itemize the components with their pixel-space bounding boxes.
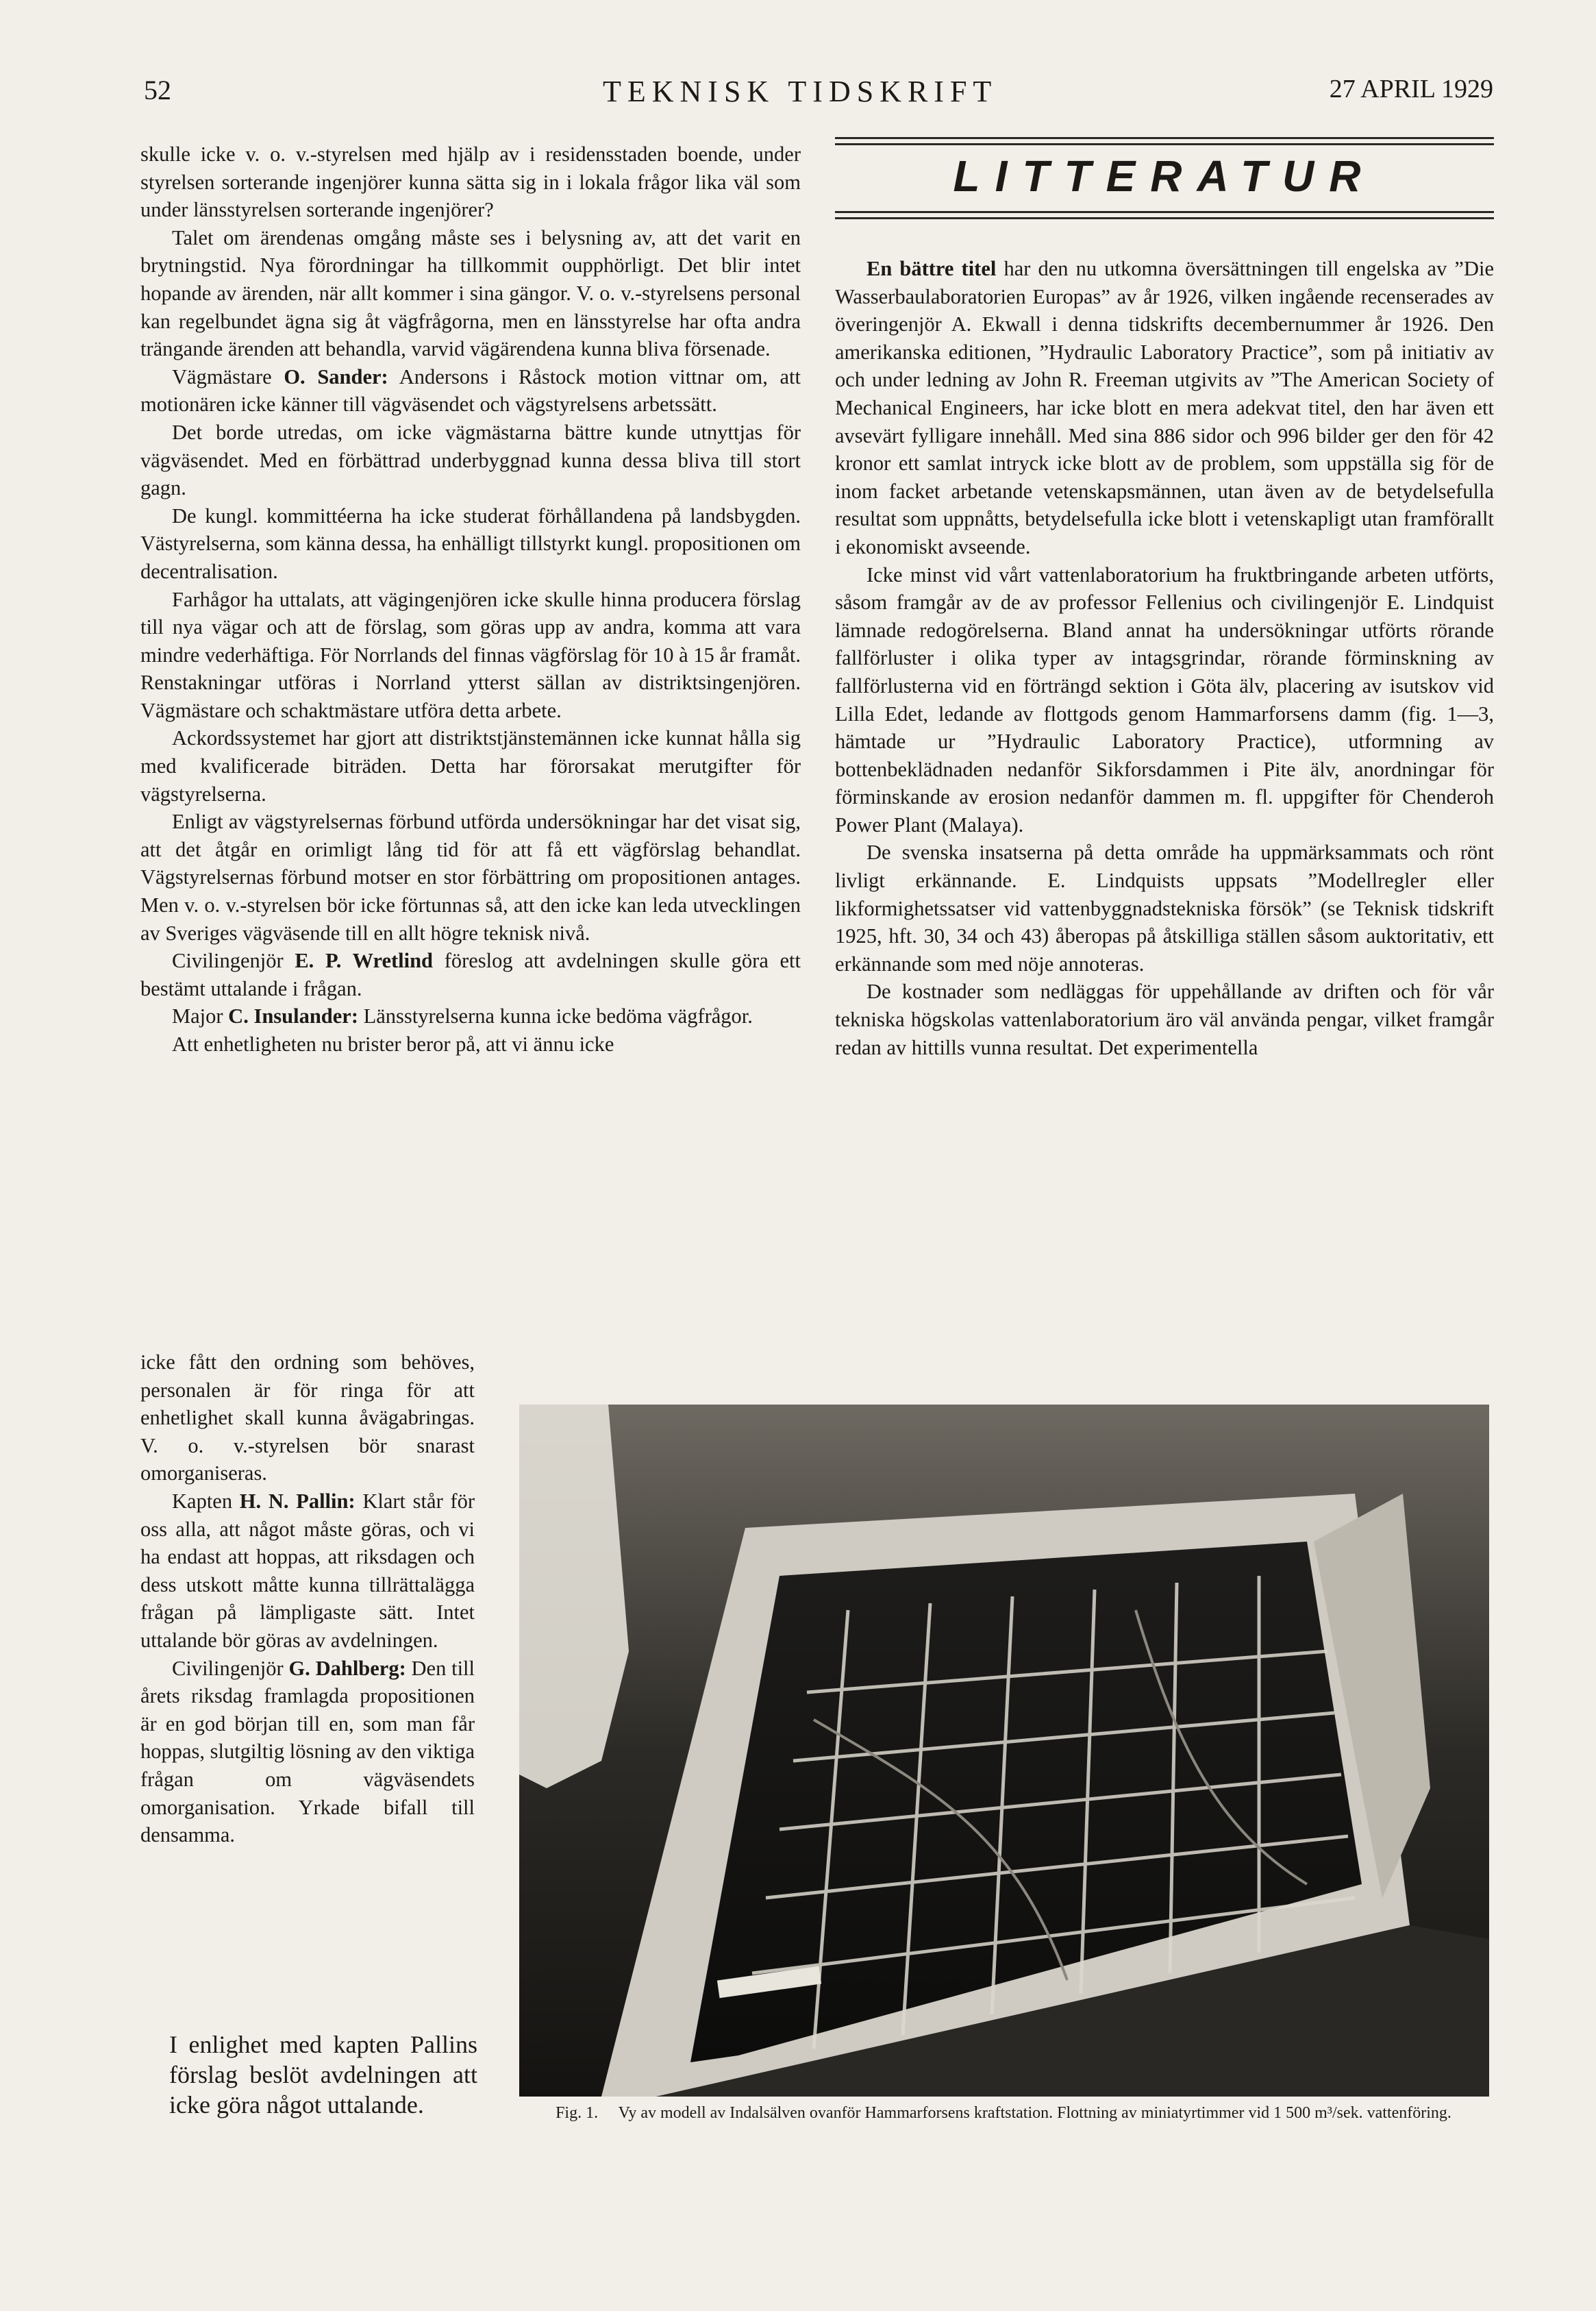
speaker-paragraph [140, 1487, 475, 1655]
speaker-text: Den till årets riksdag framlagda propositionen är en god början till en, som man får hoppas, slutgiltig lösning av den viktiga frågan om vägväsendets omorganisation. Yrkade bifall till densamma. [140, 1656, 475, 1847]
paragraph: skulle icke v. o. v.-styrelsen med hjälp av i residensstaden boende, under styrelsen sorterande ingenjörer kunna sätta sig in i lokala frågor lika väl som under länsstyrelsen sorterande ingenjörer? [140, 143, 801, 222]
figure-caption [521, 2102, 1486, 2124]
speaker-text: Klart står för oss alla, att något måste göras, och vi ha endast att hoppas, att riksdagen och dess utskott måtte kunna tillrättalägga frågan på lämpligaste sätt. Intet uttalande bör göras av avdelningen. [140, 1489, 475, 1652]
paragraph: Farhågor ha uttalats, att vägingenjören icke skulle hinna producera förslag till nya vägar och att de förslag, som göras upp av andra, komma att vara mindre vederhäftiga. För Norrlands del finnas vägförslag för 10 à 15 år framåt. Renstakningar utföras i Norrland ytterst sällan av distriktsingenjören. Vägmästare och schaktmästare utföra detta arbete. [140, 587, 801, 722]
speaker-text: Länsstyrelserna kunna icke bedöma vägfrågor. [363, 1004, 753, 1028]
model-photograph [519, 1405, 1489, 2097]
paragraph: Enligt av vägstyrelsernas förbund utförda undersökningar har det visat sig, att det åtgår en orimligt lång tid för att få ett vägförslag behandlat. Vägstyrelsernas förbund motser en stor förbättring om propositionen antages. Men v. o. v.-styrelsen bör icke förtunnas så, att den icke kan leda utvecklingen av Sveriges vägväsende till en allt högre teknisk nivå. [140, 810, 801, 945]
speaker-name: G. Dahlberg: [288, 1656, 406, 1680]
rule [835, 137, 1494, 139]
paragraph: De kungl. kommittéerna ha icke studerat förhållandena på landsbygden. Västyrelserna, som känna dessa, ha enhälligt tillstyrkt kungl. propositionen om decentralisation. [140, 504, 801, 583]
paragraph: Talet om ärendenas omgång måste ses i belysning av, att det varit en brytningstid. Nya förordningar ha tillkommit oupphörligt. Det blir intet hopande av ärenden, när allt kommer i sina gängor. V. o. v.-styrelsens personal kan regelbundet ägna sig åt vägfrågorna, men en länsstyrelse har ofta andra trängande ärenden att behandla, varvid vägärendena kunna bliva försenade. [140, 225, 801, 361]
paragraph [835, 255, 1494, 561]
speaker-paragraph [140, 363, 801, 419]
speaker-paragraph [140, 1655, 475, 1849]
paragraph: Ackordssystemet har gjort att distriktstjänstemännen icke kunnat hålla sig med kvalificerade biträden. Detta har förorsakat merutgifter för vägstyrelserna. [140, 726, 801, 806]
paragraph: Det borde utredas, om icke vägmästarna bättre kunde utnyttjas för vägväsendet. Med en förbättrad underbyggnad kunna dessa bliva till stort gagn. [140, 420, 801, 500]
lead-in: En bättre titel [866, 257, 997, 280]
rule [835, 217, 1494, 219]
paragraph: Att enhetligheten nu brister beror på, att vi ännu icke [172, 1033, 614, 1056]
speaker-text: föreslog att avdelningen skulle göra ett bestämt uttalande i frågan. [140, 949, 801, 1000]
speaker-title: Kapten [172, 1489, 233, 1513]
paragraph: Icke minst vid vårt vattenlaboratorium ha fruktbringande arbeten utförts, såsom framgår av de av professor Fellenius och civilingenjör E. Lindquist lämnade redogörelserna. Bland annat ha undersökningar utförts rörande fallförluster i olika typer av intagsgrindar, rörande förminskning av fallförlusterna vid en förträngd sektion i Göta älv, placering av isutskov vid Lilla Edet, ledande av flottgods genom Hammarforsens damm (fig. 1—3, hämtade ur ”Hydraulic Laboratory Practice), utformning av bottenbeklädnaden nedanför Sikforsdammen i Pite älv, anordningar för förminskande av erosion nedanför dammen m. fl. uppgifter för Chenderoh Power Plant (Malaya). [835, 563, 1494, 837]
journal-title: TEKNISK TIDSKRIFT [603, 75, 998, 108]
speaker-title: Civilingenjör [172, 1656, 284, 1680]
paragraph: De kostnader som nedläggas för uppehållande av driften och för vår tekniska högskolas vattenlaboratorium äro väl använda pengar, vilket framgår redan av hittills vunna resultat. Det experimentella [835, 980, 1494, 1059]
speaker-paragraph [140, 947, 801, 1002]
resolution-text: I enlighet med kapten Pallins förslag beslöt avdelningen att icke göra något uttalande. [169, 2031, 477, 2118]
speaker-title: Major [172, 1004, 223, 1028]
figure-number: Fig. 1. [556, 2104, 599, 2122]
speaker-paragraph [140, 1002, 801, 1030]
paragraph [140, 1348, 475, 1487]
continuation-text: fått den ordning som behöves, personalen är för ringa för att enhetlighet skall kunna åvägabringas. V. o. v.-styrelsen bör snarast omorganiseras. [140, 1350, 475, 1485]
paragraph-text: har den nu utkomna översättningen till engelska av ”Die Wasserbaulaboratorien Europas” av år 1926, vilken ingående recenserades av överingenjör A. Ekwall i denna tidskrifts decembernummer år 1926. Den amerikanska editionen, ”Hydraulic Laboratory Practice”, som på initiativ av och under ledning av John R. Freeman utgivits av ”The American Society of Mechanical Engineers, har icke blott en mera adekvat titel, den har även ett avsevärt fylligare innehåll. Med sina 886 sidor och 996 bilder ger den för 42 kronor ett samlat intryck icke blott av de problem, som uppställa sig för de inom facket arbetande vetenskapsmännen, utan även av de betydelsefulla resultat som uppnåtts, betydelsefulla icke blott i vetenskapligt utan framförallt i ekonomiskt avseende. [835, 257, 1495, 558]
right-column [835, 255, 1494, 1061]
page-header [0, 74, 1596, 122]
speaker-name: H. N. Pallin: [239, 1489, 356, 1513]
rule [835, 143, 1494, 145]
speaker-name: O. Sander: [284, 364, 388, 388]
speaker-name: E. P. Wretlind [295, 949, 434, 973]
issue-date: 27 APRIL 1929 [1329, 75, 1493, 103]
speaker-name: C. Insulander: [228, 1004, 358, 1028]
icke-word: icke [140, 1350, 189, 1374]
left-column [140, 140, 801, 1059]
caption-text: Vy av modell av Indalsälven ovanför Hammarforsens kraftstation. Flottning av miniatyrtimmer vid 1 500 m³/sek. vattenföring. [618, 2104, 1451, 2122]
section-heading: LITTERATUR [953, 151, 1376, 201]
narrow-column [140, 1348, 475, 1849]
litteratur-heading-box [835, 137, 1494, 221]
speaker-title: Civilingenjör [172, 949, 284, 973]
page-number: 52 [144, 75, 171, 106]
speaker-title: Vägmästare [172, 364, 272, 388]
rule [835, 211, 1494, 213]
speaker-text: Andersons i Råstock motion vittnar om, att motionären icke känner till vägväsendet och vägstyrelsens arbetssätt. [140, 364, 801, 417]
paragraph: De svenska insatserna på detta område ha uppmärksammats och rönt livligt erkännande. E. Lindquists uppsats ”Modellregler eller likformighetssatser vid vattenbyggnadstekniska försök” (se Teknisk tidskrift 1925, hft. 30, 34 och 43) åberopas på åtskilliga ställen såsom auktoritativ, ett erkännande som med nöje annoteras. [835, 841, 1494, 976]
